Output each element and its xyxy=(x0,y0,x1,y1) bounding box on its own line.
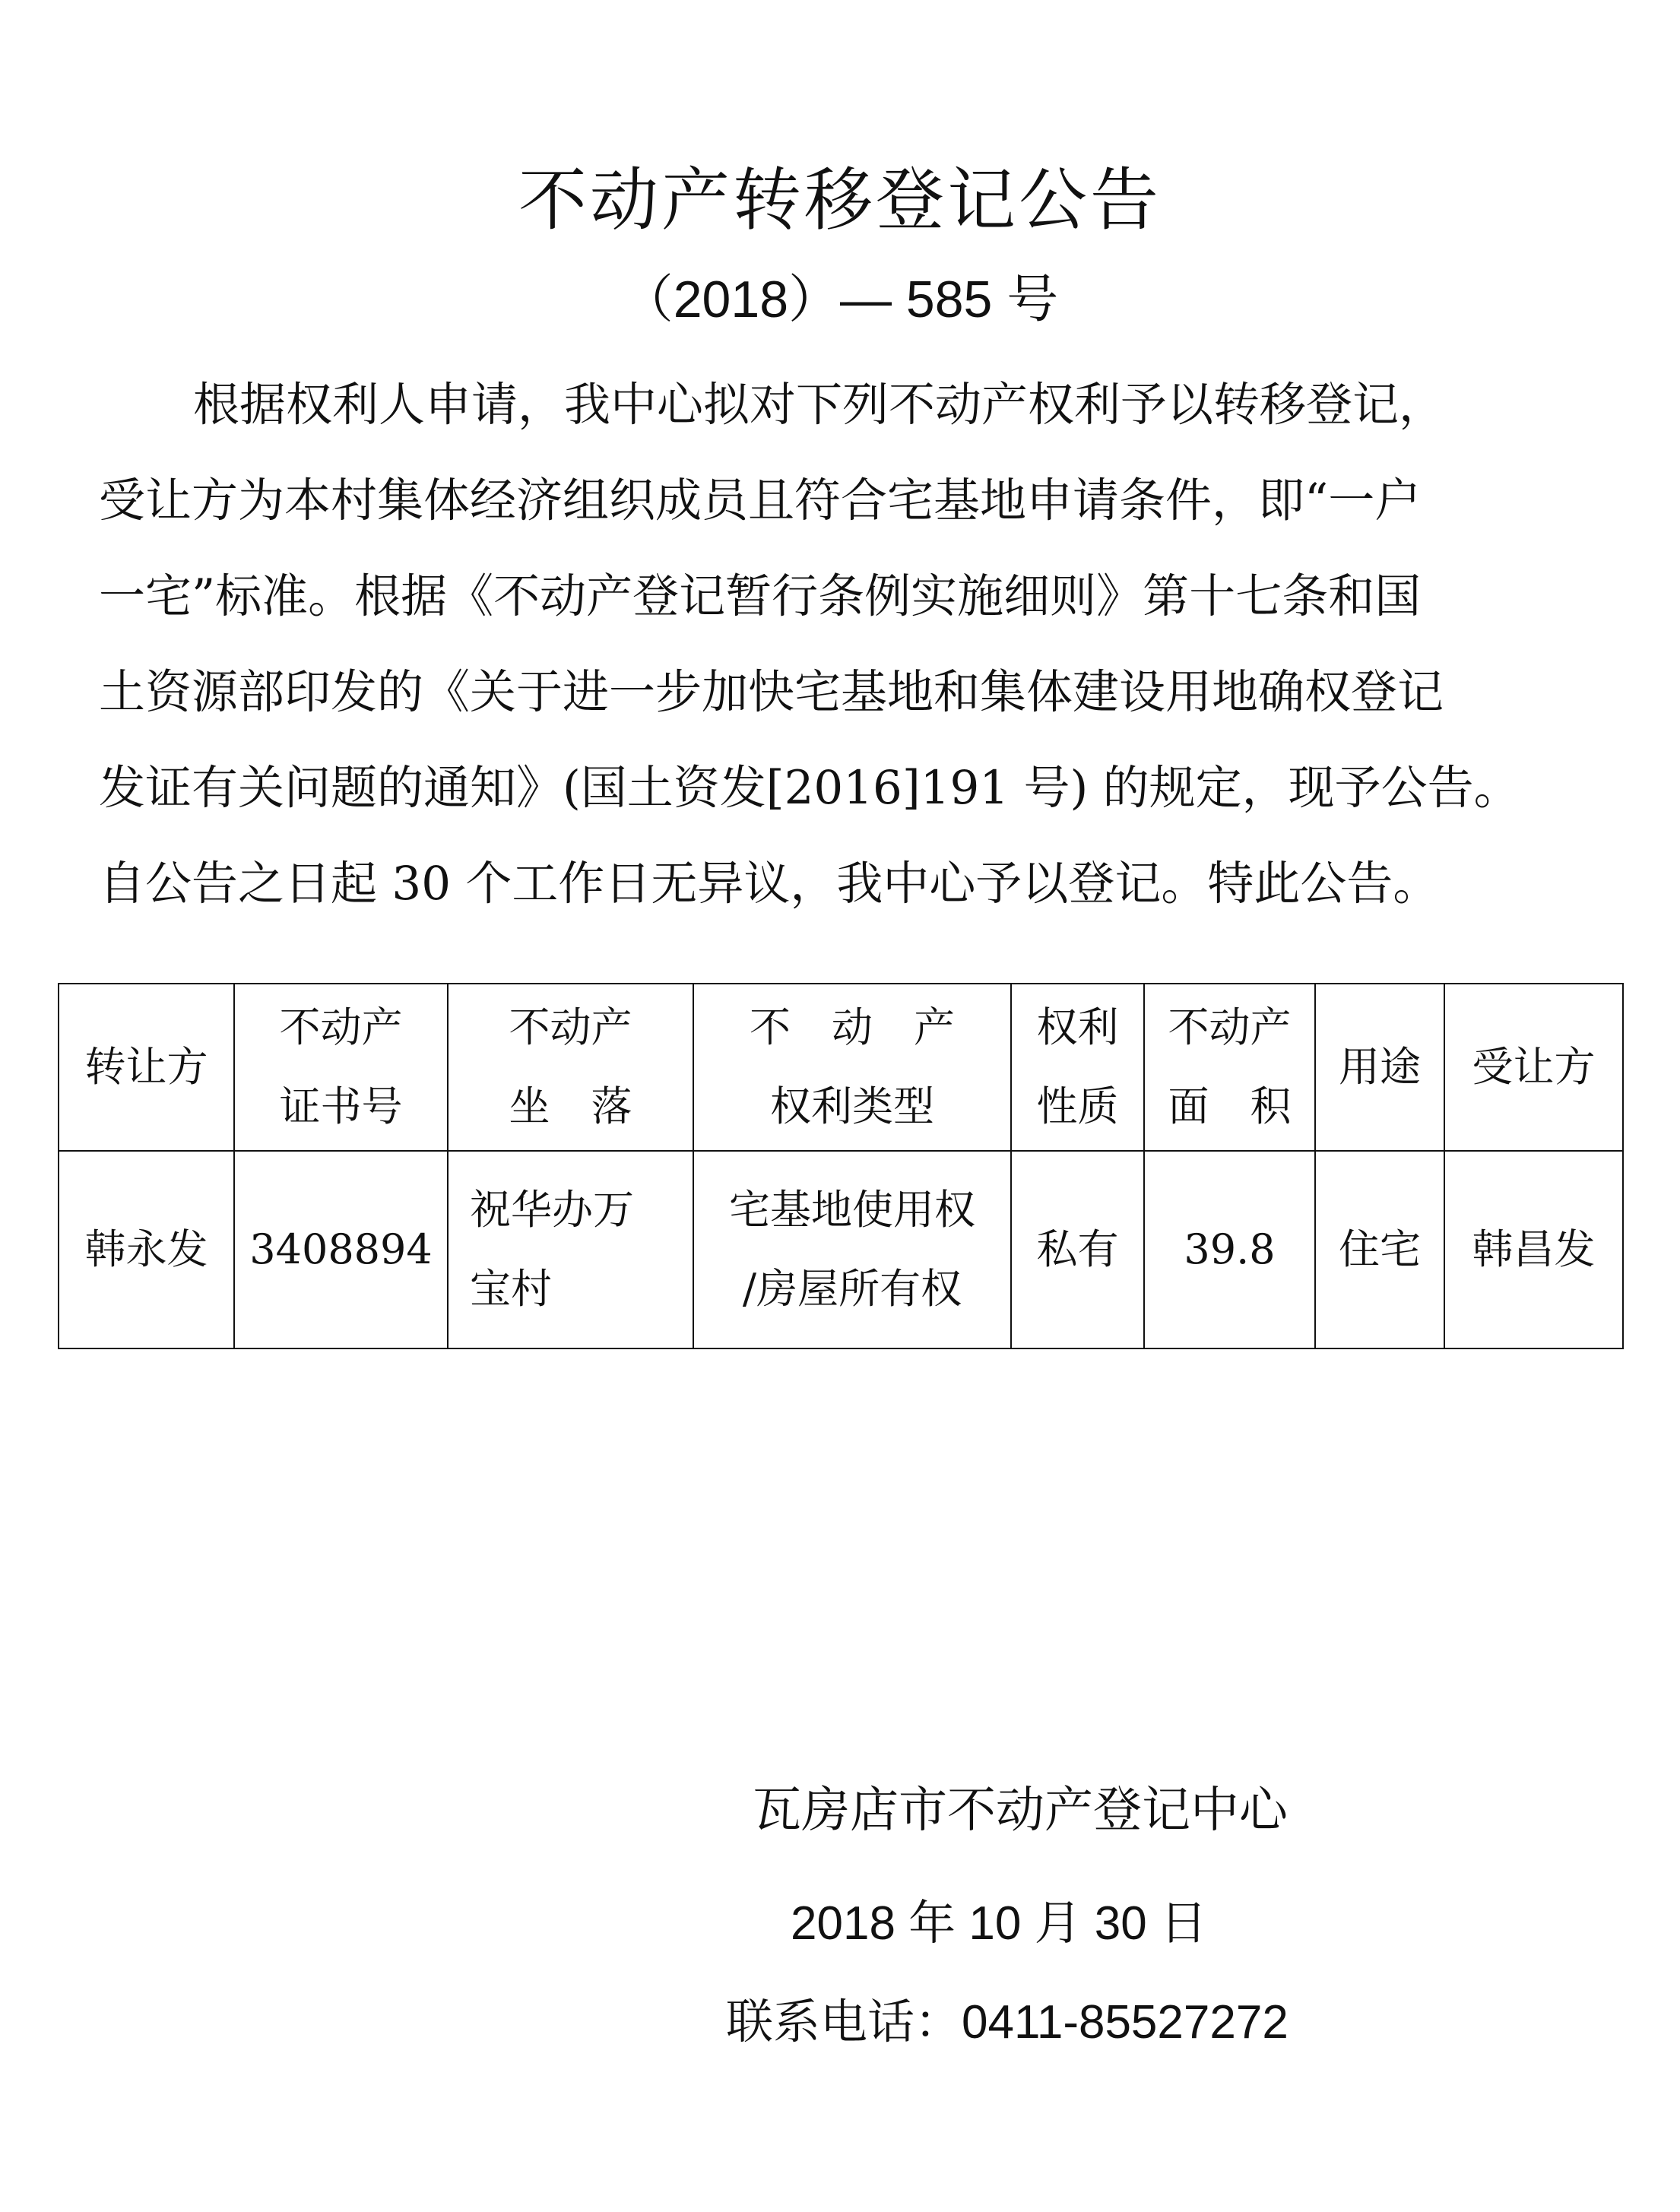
header-usage: 用途 xyxy=(1315,984,1444,1151)
body-line-5: 发证有关问题的通知》(国土资发[2016]191 号) 的规定，现予公告。 xyxy=(99,761,1520,815)
body-line-1: 根据权利人申请，我中心拟对下列不动产权利予以转移登记， xyxy=(193,378,1446,432)
cell-transferor: 韩永发 xyxy=(59,1151,234,1348)
body-line-3: 一宅”标准。根据《不动产登记暂行条例实施细则》第十七条和国 xyxy=(99,569,1422,623)
cell-usage: 住宅 xyxy=(1315,1151,1444,1348)
notice-title: 不动产转移登记公告 xyxy=(518,160,1162,240)
cell-certificate-no: 3408894 xyxy=(234,1151,448,1348)
document-number: （2018）— 585 号 xyxy=(621,271,1059,328)
header-location: 不动产 坐 落 xyxy=(448,984,693,1151)
header-area: 不动产 面 积 xyxy=(1144,984,1315,1151)
cell-location: 祝华办万 宝村 xyxy=(448,1151,693,1348)
cell-right-type: 宅基地使用权 /房屋所有权 xyxy=(693,1151,1011,1348)
header-transferee: 受让方 xyxy=(1444,984,1623,1151)
header-certificate-no: 不动产 证书号 xyxy=(234,984,448,1151)
contact-phone: 联系电话：0411-85527272 xyxy=(726,1996,1289,2049)
body-line-6: 自公告之日起 30 个工作日无异议，我中心予以登记。特此公告。 xyxy=(99,857,1440,911)
table-row xyxy=(59,1151,1623,1348)
body-line-2: 受让方为本村集体经济组织成员且符合宅基地申请条件，即“一户 xyxy=(99,474,1422,528)
cell-nature: 私有 xyxy=(1011,1151,1144,1348)
signature-date: 2018 年 10 月 30 日 xyxy=(791,1897,1207,1950)
header-transferor: 转让方 xyxy=(59,984,234,1151)
notice-body xyxy=(99,357,1581,932)
signature-organization: 瓦房店市不动产登记中心 xyxy=(753,1783,1288,1839)
registration-table xyxy=(58,983,1624,1349)
table-header-row xyxy=(59,984,1623,1151)
header-right-type: 不 动 产 权利类型 xyxy=(693,984,1011,1151)
cell-transferee: 韩昌发 xyxy=(1444,1151,1623,1348)
cell-area: 39.8 xyxy=(1144,1151,1315,1348)
body-line-4: 土资源部印发的《关于进一步加快宅基地和集体建设用地确权登记 xyxy=(99,665,1444,719)
header-nature: 权利 性质 xyxy=(1011,984,1144,1151)
